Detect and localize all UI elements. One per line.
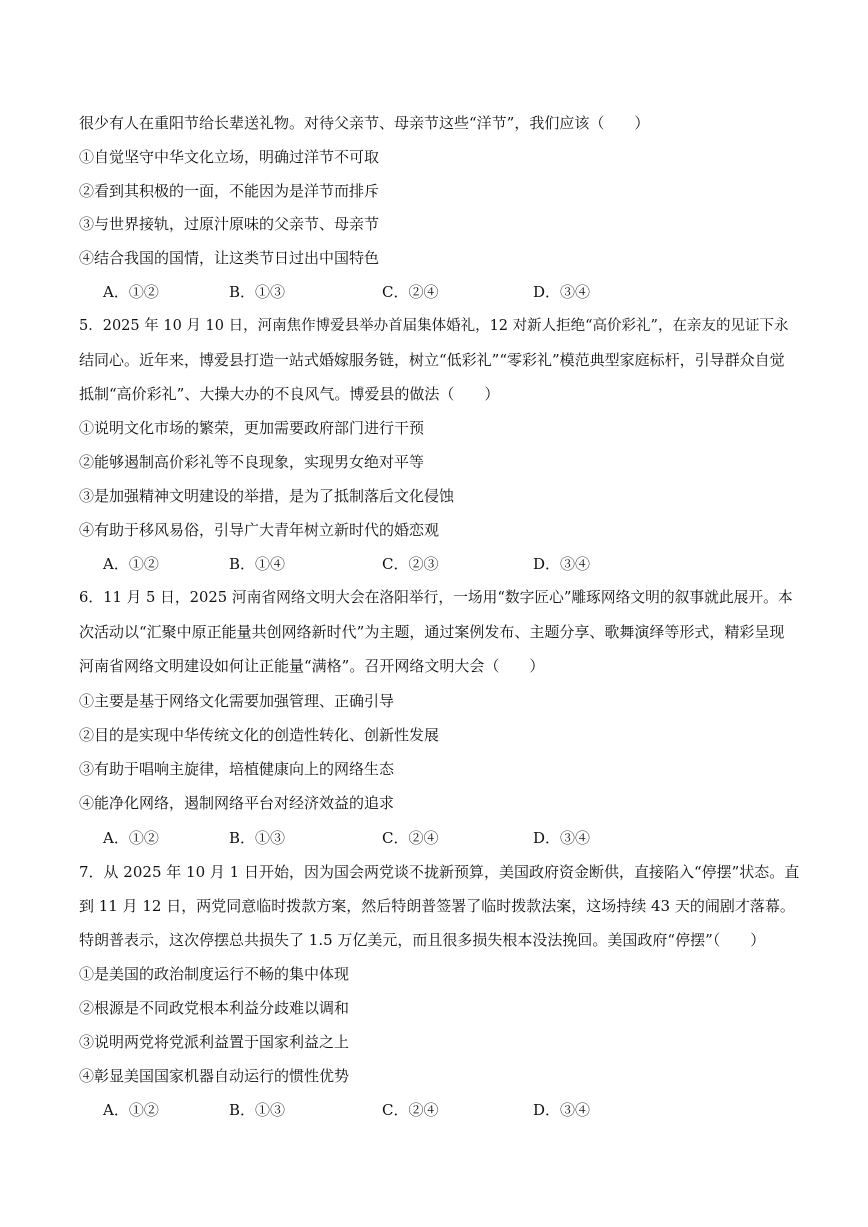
q5-statement-3: ③是加强精神文明建设的举措，是为了抵制落后文化侵蚀 <box>79 487 455 505</box>
q5-option-c[interactable]: C．②③ <box>382 555 439 573</box>
q5-option-a[interactable]: A．①② <box>103 555 159 573</box>
q4-option-a[interactable]: A．①② <box>103 283 159 301</box>
q4-statement-2: ②看到其积极的一面，不能因为是洋节而排斥 <box>79 182 380 200</box>
q6-options <box>103 828 663 848</box>
q5-statement-1: ①说明文化市场的繁荣，更加需要政府部门进行干预 <box>79 419 425 437</box>
q7-statement-2: ②根源是不同政党根本利益分歧难以调和 <box>79 999 350 1017</box>
q7-option-c[interactable]: C．②④ <box>382 1101 439 1119</box>
q7-statement-1: ①是美国的政治制度运行不畅的集中体现 <box>79 965 350 983</box>
q6-statement-4: ④能净化网络，遏制网络平台对经济效益的追求 <box>79 794 395 812</box>
q7-option-a[interactable]: A．①② <box>103 1101 159 1119</box>
q4-option-b[interactable]: B．①③ <box>229 283 286 301</box>
q7-options <box>103 1100 663 1120</box>
q4-options <box>103 282 663 302</box>
q6-option-b[interactable]: B．①③ <box>229 829 286 847</box>
q5-statement-4: ④有助于移风易俗，引导广大青年树立新时代的婚恋观 <box>79 521 440 539</box>
q4-statement-3: ③与世界接轨，过原汁原味的父亲节、母亲节 <box>79 215 380 233</box>
q6-statement-2: ②目的是实现中华传统文化的创造性转化、创新性发展 <box>79 726 440 744</box>
q6-option-a[interactable]: A．①② <box>103 829 159 847</box>
q4-option-d[interactable]: D．③④ <box>533 283 591 301</box>
q7-stem-line-1: 7．从 2025 年 10 月 1 日开始，因为国会两党谈不拢新预算，美国政府资金断供，直接陷入“停摆”状态。直 <box>79 863 800 881</box>
q5-option-d[interactable]: D．③④ <box>533 555 591 573</box>
q6-stem-line-1: 6．11 月 5 日，2025 河南省网络文明大会在洛阳举行，一场用“数字匠心”雕琢网络文明的叙事就此展开。本 <box>79 589 793 606</box>
q4-option-c[interactable]: C．②④ <box>382 283 439 301</box>
q6-stem-line-2: 次活动以“汇聚中原正能量共创网络新时代”为主题，通过案例发布、主题分享、歌舞演绎等形式，精彩呈现 <box>79 623 785 641</box>
q6-option-d[interactable]: D．③④ <box>533 829 591 847</box>
q5-stem-line-2: 结同心。近年来，博爱县打造一站式婚嫁服务链，树立“低彩礼”“零彩礼”模范典型家庭标杆，引导群众自觉 <box>79 351 785 369</box>
q7-statement-3: ③说明两党将党派利益置于国家利益之上 <box>79 1033 350 1051</box>
q7-option-b[interactable]: B．①③ <box>229 1101 286 1119</box>
q6-statement-1: ①主要是基于网络文化需要加强管理、正确引导 <box>79 692 395 710</box>
q6-statement-3: ③有助于唱响主旋律，培植健康向上的网络生态 <box>79 760 395 778</box>
q6-stem-line-3: 河南省网络文明建设如何让正能量“满格”。召开网络文明大会（ ） <box>79 657 545 675</box>
q4-statement-1: ①自觉坚守中华文化立场，明确过洋节不可取 <box>79 148 380 166</box>
q7-stem-line-3: 特朗普表示，这次停摆总共损失了 1.5 万亿美元，而且很多损失根本没法挽回。美国政府“停摆”（ ） <box>79 931 766 949</box>
q5-options <box>103 554 663 574</box>
q4-stem-tail: 很少有人在重阳节给长辈送礼物。对待父亲节、母亲节这些“洋节”，我们应该（ ） <box>79 114 650 132</box>
q7-stem-line-2: 到 11 月 12 日，两党同意临时拨款方案，然后特朗普签署了临时拨款法案，这场持续 43 天的闹剧才落幕。 <box>79 897 795 915</box>
q5-option-b[interactable]: B．①④ <box>229 555 286 573</box>
q5-stem-line-1: 5．2025 年 10 月 10 日，河南焦作博爱县举办首届集体婚礼，12 对新人拒绝“高价彩礼”，在亲友的见证下永 <box>79 318 789 334</box>
q5-stem-line-3: 抵制“高价彩礼”、大操大办的不良风气。博爱县的做法（ ） <box>79 385 500 403</box>
q5-statement-2: ②能够遏制高价彩礼等不良现象，实现男女绝对平等 <box>79 453 425 471</box>
q6-option-c[interactable]: C．②④ <box>382 829 439 847</box>
q7-statement-4: ④彰显美国国家机器自动运行的惯性优势 <box>79 1067 350 1085</box>
q4-statement-4: ④结合我国的国情，让这类节日过出中国特色 <box>79 249 380 267</box>
q7-option-d[interactable]: D．③④ <box>533 1101 591 1119</box>
